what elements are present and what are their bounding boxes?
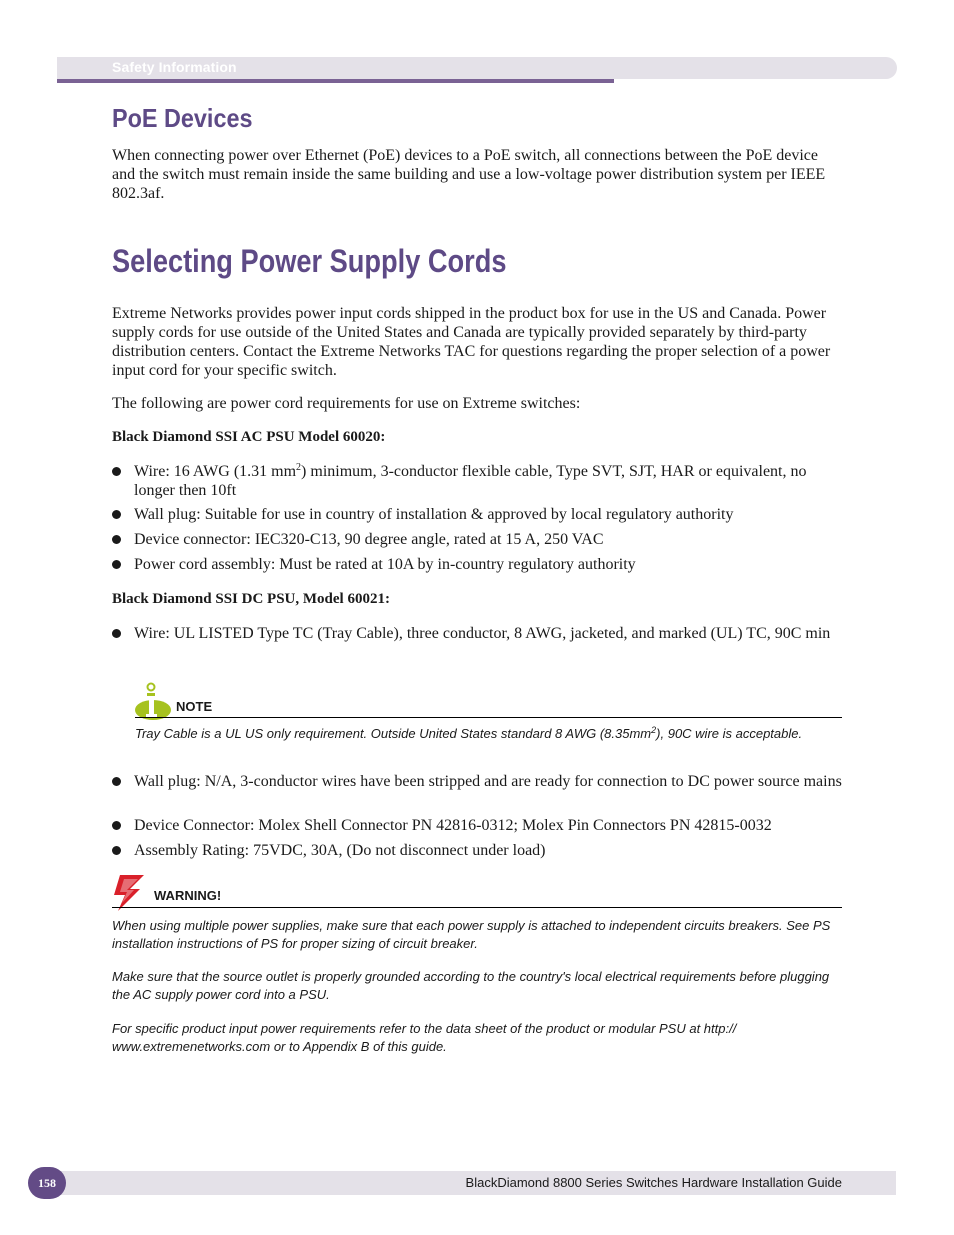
list-item: Wall plug: N/A, 3-conductor wires have been stripped and are ready for connection to DC power source mains [112,773,842,792]
warning-paragraph: For specific product input power requirements refer to the data sheet of the product or modular PSU at http:// www.extremenetworks.com or to Appendix B of this guide. [112,1021,737,1054]
bullet-icon [112,510,121,519]
footer-title: BlackDiamond 8800 Series Switches Hardware Installation Guide [465,1175,842,1190]
info-icon [134,681,172,721]
section-heading-poe: PoE Devices [112,103,253,133]
bullet-icon [112,467,121,476]
warning-paragraph: Make sure that the source outlet is properly grounded according to the country's local electrical requirements before plugging the AC supply power cord into a PSU. [112,969,830,1002]
dc-psu-subheading: Black Diamond SSI DC PSU, Model 60021: [112,591,390,607]
list-item: Wall plug: Suitable for use in country of installation & approved by local regulatory authority [112,506,842,525]
warning-paragraph: When using multiple power supplies, make sure that each power supply is attached to independent circuits breakers. See PS installation instructions of PS for proper sizing of circuit breaker. [112,918,831,951]
cords-intro-paragraph: Extreme Networks provides power input cords shipped in the product box for use in the US and Canada. Power supply cords for use outside of the United States and Canada are typically provided separately by third-party distribution centers. Contact the Extreme Networks TAC for questions regarding the proper selection of a power input cord for your specific switch. [112,305,831,379]
bullet-icon [112,846,121,855]
ac-psu-subheading: Black Diamond SSI AC PSU Model 60020: [112,429,386,445]
list-item: Assembly Rating: 75VDC, 30A, (Do not disconnect under load) [112,842,842,861]
warning-rule [112,907,842,908]
bullet-icon [112,821,121,830]
poe-paragraph: When connecting power over Ethernet (PoE) devices to a PoE switch, all connections between the PoE device and the switch must remain inside the same building and use a low-voltage power distribution system per IEEE 802.3af. [112,147,826,202]
list-item: Power cord assembly: Must be rated at 10A by in-country regulatory authority [112,556,842,575]
warning-label: WARNING! [154,888,222,903]
note-text: Tray Cable is a UL US only requirement. Outside United States standard 8 AWG $(8.35mm^2)$, 90C wire is acceptable. [135,725,803,741]
list-item: Wire: 16 AWG (1.31 $mm^2$) minimum, 3-conductor flexible cable, Type SVT, SJT, HAR or equivalent, no longer then 10ft [112,463,842,500]
chapter-heading-cords: Selecting Power Supply Cords [112,243,507,279]
bullet-icon [112,535,121,544]
list-item: Device Connector: Molex Shell Connector PN 42816-0312; Molex Pin Connectors PN 42815-0032 [112,817,842,836]
cords-lead-paragraph: The following are power cord requirements for use on Extreme switches: [112,395,581,412]
header-rule [57,79,614,83]
note-label: NOTE [176,699,213,714]
running-header: Safety Information [112,59,237,75]
bullet-icon [112,560,121,569]
list-item: Wire: UL LISTED Type TC (Tray Cable), three conductor, 8 AWG, jacketed, and marked (UL) TC, 90C min [112,625,842,644]
bullet-icon [112,629,121,638]
bullet-icon [112,777,121,786]
list-item: Device connector: IEC320-C13, 90 degree angle, rated at 15 A, 250 VAC [112,531,842,550]
note-rule [135,717,842,718]
page-number: 158 [28,1167,66,1199]
